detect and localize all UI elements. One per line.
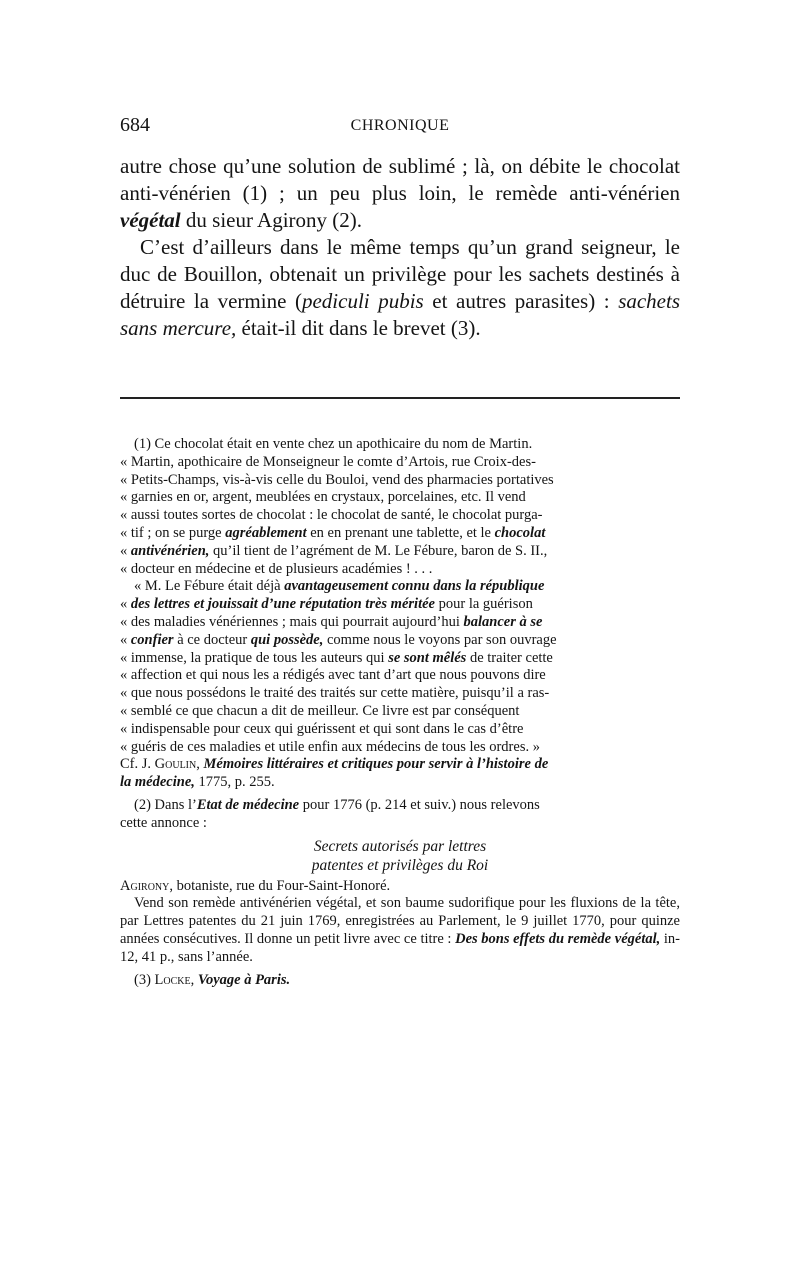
footnotes — [120, 436, 680, 989]
main-text — [120, 153, 680, 342]
footnote-3: (3) Locke, Voyage à Paris. — [134, 971, 291, 988]
paragraph: autre chose qu’une solution de sublimé ; là, on débite le chocolat anti-vénérien (1) ; un peu plus loin, le remède anti-vénérien végétal du sieur Agirony (2). — [120, 154, 680, 232]
running-head: CHRONIQUE — [350, 117, 450, 134]
footnote-1: (1) Ce chocolat était en vente chez un apothicaire du nom de Martin. « Martin, apothicaire de Monseigneur le comte d’Artois, rue Croix-des- « Petits-Champs, vis-à-vis celle du Bouloi, vend des pharmacies portatives « garnies en or, argent, meublées en crystaux, porcelaines, etc. Il vend « aussi toutes sortes de chocolat : le chocolat de santé, le chocolat purga- « tif ; on se purge agréablement en en prenant une tablette, et le chocolat « antivénérien, qu’il tient de l’agrément de M. Le Fébure, baron de S. II., « docteur en médecine et de plusieurs académies ! . . . « M. Le Fébure était déjà avantageusement connu dans la république « des lettres et jouissait d’une réputation très méritée pour la guérison « des maladies vénériennes ; mais qui pourrait aujourd’hui balancer à se « confier à ce docteur qui possède, comme nous le voyons par son ouvrage « immense, la pratique de tous les auteurs qui se sont mêlés de traiter cette « affection et qui nous les a rédigés avec tant d’art que nous pouvons dire « que nous possédons le traité des traités sur cette matière, puisqu’il a ras- « semblé ce que chacun a dit de meilleur. Ce livre est par conséquent « indispensable pour ceux qui guérissent et qui sont dans le cas d’être « guéris de ces maladies et utile enfin aux médecins de tous les ordres. » Cf. J. Goulin, Mémoires littéraires et critiques pour servir à l’histoire de la médecine, 1775, p. 255. — [120, 436, 557, 791]
footnote-separator — [120, 397, 680, 399]
paragraph: C’est d’ailleurs dans le même temps qu’un grand seigneur, le duc de Bouillon, obtenait un privilège pour les sachets destinés à détruire la vermine (pediculi pubis et autres parasites) : sachets sans mercure, était-il dit dans le brevet (3). — [120, 235, 681, 340]
footnote-2: (2) Dans l’Etat de médecine pour 1776 (p. 214 et suiv.) nous relevons cette annonce : Secrets autorisés par lettres patentes et privilèges du Roi Agirony, botaniste, rue du Four-Saint-Honoré. Vend son remède antivénérien végétal, et son baume sudorifique pour les fluxions de la tête, par Lettres patentes du 21 juin 1769, enregistrées au Parlement, le 9 juillet 1770, pour quinze années consécutives. Il donne un petit livre avec ce titre : Des bons effets du remède végétal, in-12, 41 p., sans l’année. — [120, 796, 680, 965]
page-number: 684 — [120, 114, 150, 136]
announcement-heading: Secrets autorisés par lettres patentes et privilèges du Roi — [311, 837, 489, 874]
page-header — [120, 114, 680, 140]
